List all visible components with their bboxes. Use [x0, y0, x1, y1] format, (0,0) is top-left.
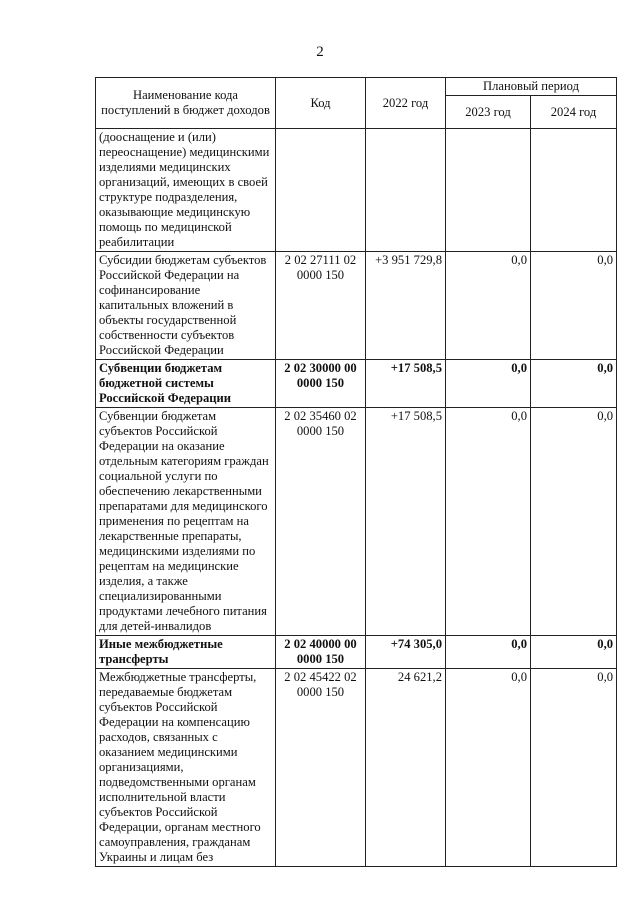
row-value-2023: 0,0: [446, 636, 531, 669]
row-value-2024: 0,0: [531, 252, 617, 360]
row-code-cell: 2 02 40000 00 0000 150: [276, 636, 366, 669]
row-code-cell: [276, 129, 366, 252]
row-value-2023: 0,0: [446, 252, 531, 360]
table-row: [96, 636, 617, 669]
row-value-2022: +74 305,0: [366, 636, 446, 669]
row-value-2024: 0,0: [531, 360, 617, 408]
page-number: 2: [316, 44, 324, 60]
row-code-cell: 2 02 45422 02 0000 150: [276, 669, 366, 867]
row-value-2023: 0,0: [446, 669, 531, 867]
row-code-cell: 2 02 30000 00 0000 150: [276, 360, 366, 408]
budget-revenue-table: [95, 77, 617, 867]
table-header: [96, 78, 617, 129]
header-year-2024: 2024 год: [531, 96, 617, 129]
row-name-cell: Субсидии бюджетам субъектов Российской Федерации на софинансирование капитальных вложений в объекты государственной собственности субъектов Российской Федерации: [96, 252, 276, 360]
table-row: [96, 129, 617, 252]
header-code: Код: [276, 78, 366, 129]
header-year-2022: 2022 год: [366, 78, 446, 129]
row-value-2023: 0,0: [446, 408, 531, 636]
table-row: [96, 669, 617, 867]
table-body: [96, 129, 617, 867]
row-code-cell: 2 02 27111 02 0000 150: [276, 252, 366, 360]
row-name-cell: Субвенции бюджетам субъектов Российской Федерации на оказание отдельным категориям граждан социальной услуги по обеспечению лекарственными препаратами для медицинского применения по рецептам на лекарственные препараты, медицинскими изделиями по рецептам на медицинские изделия, а также специализированными продуктами лечебного питания для детей-инвалидов: [96, 408, 276, 636]
row-value-2024: 0,0: [531, 669, 617, 867]
row-code-cell: 2 02 35460 02 0000 150: [276, 408, 366, 636]
row-value-2022: +3 951 729,8: [366, 252, 446, 360]
row-value-2023: [446, 129, 531, 252]
row-name-cell: Субвенции бюджетам бюджетной системы Российской Федерации: [96, 360, 276, 408]
table-row: [96, 360, 617, 408]
row-value-2022: 24 621,2: [366, 669, 446, 867]
row-name-cell: (дооснащение и (или) переоснащение) медицинскими изделиями медицинских организаций, имеющих в своей структуре подразделения, оказывающие медицинскую помощь по медицинской реабилитации: [96, 129, 276, 252]
row-value-2022: +17 508,5: [366, 408, 446, 636]
row-value-2024: 0,0: [531, 408, 617, 636]
row-name-cell: Иные межбюджетные трансферты: [96, 636, 276, 669]
row-value-2024: [531, 129, 617, 252]
header-year-2023: 2023 год: [446, 96, 531, 129]
table-row: [96, 408, 617, 636]
row-value-2023: 0,0: [446, 360, 531, 408]
row-value-2022: [366, 129, 446, 252]
row-name-cell: Межбюджетные трансферты, передаваемые бюджетам субъектов Российской Федерации на компенсацию расходов, связанных с оказанием медицинскими организациями, подведомственными органам исполнительной власти субъектов Российской Федерации, органам местного самоуправления, гражданам Украины и лицам без: [96, 669, 276, 867]
header-planned-period: Плановый период: [446, 78, 617, 96]
header-name: Наименование кода поступлений в бюджет доходов: [96, 78, 276, 129]
row-value-2024: 0,0: [531, 636, 617, 669]
table-row: [96, 252, 617, 360]
row-value-2022: +17 508,5: [366, 360, 446, 408]
